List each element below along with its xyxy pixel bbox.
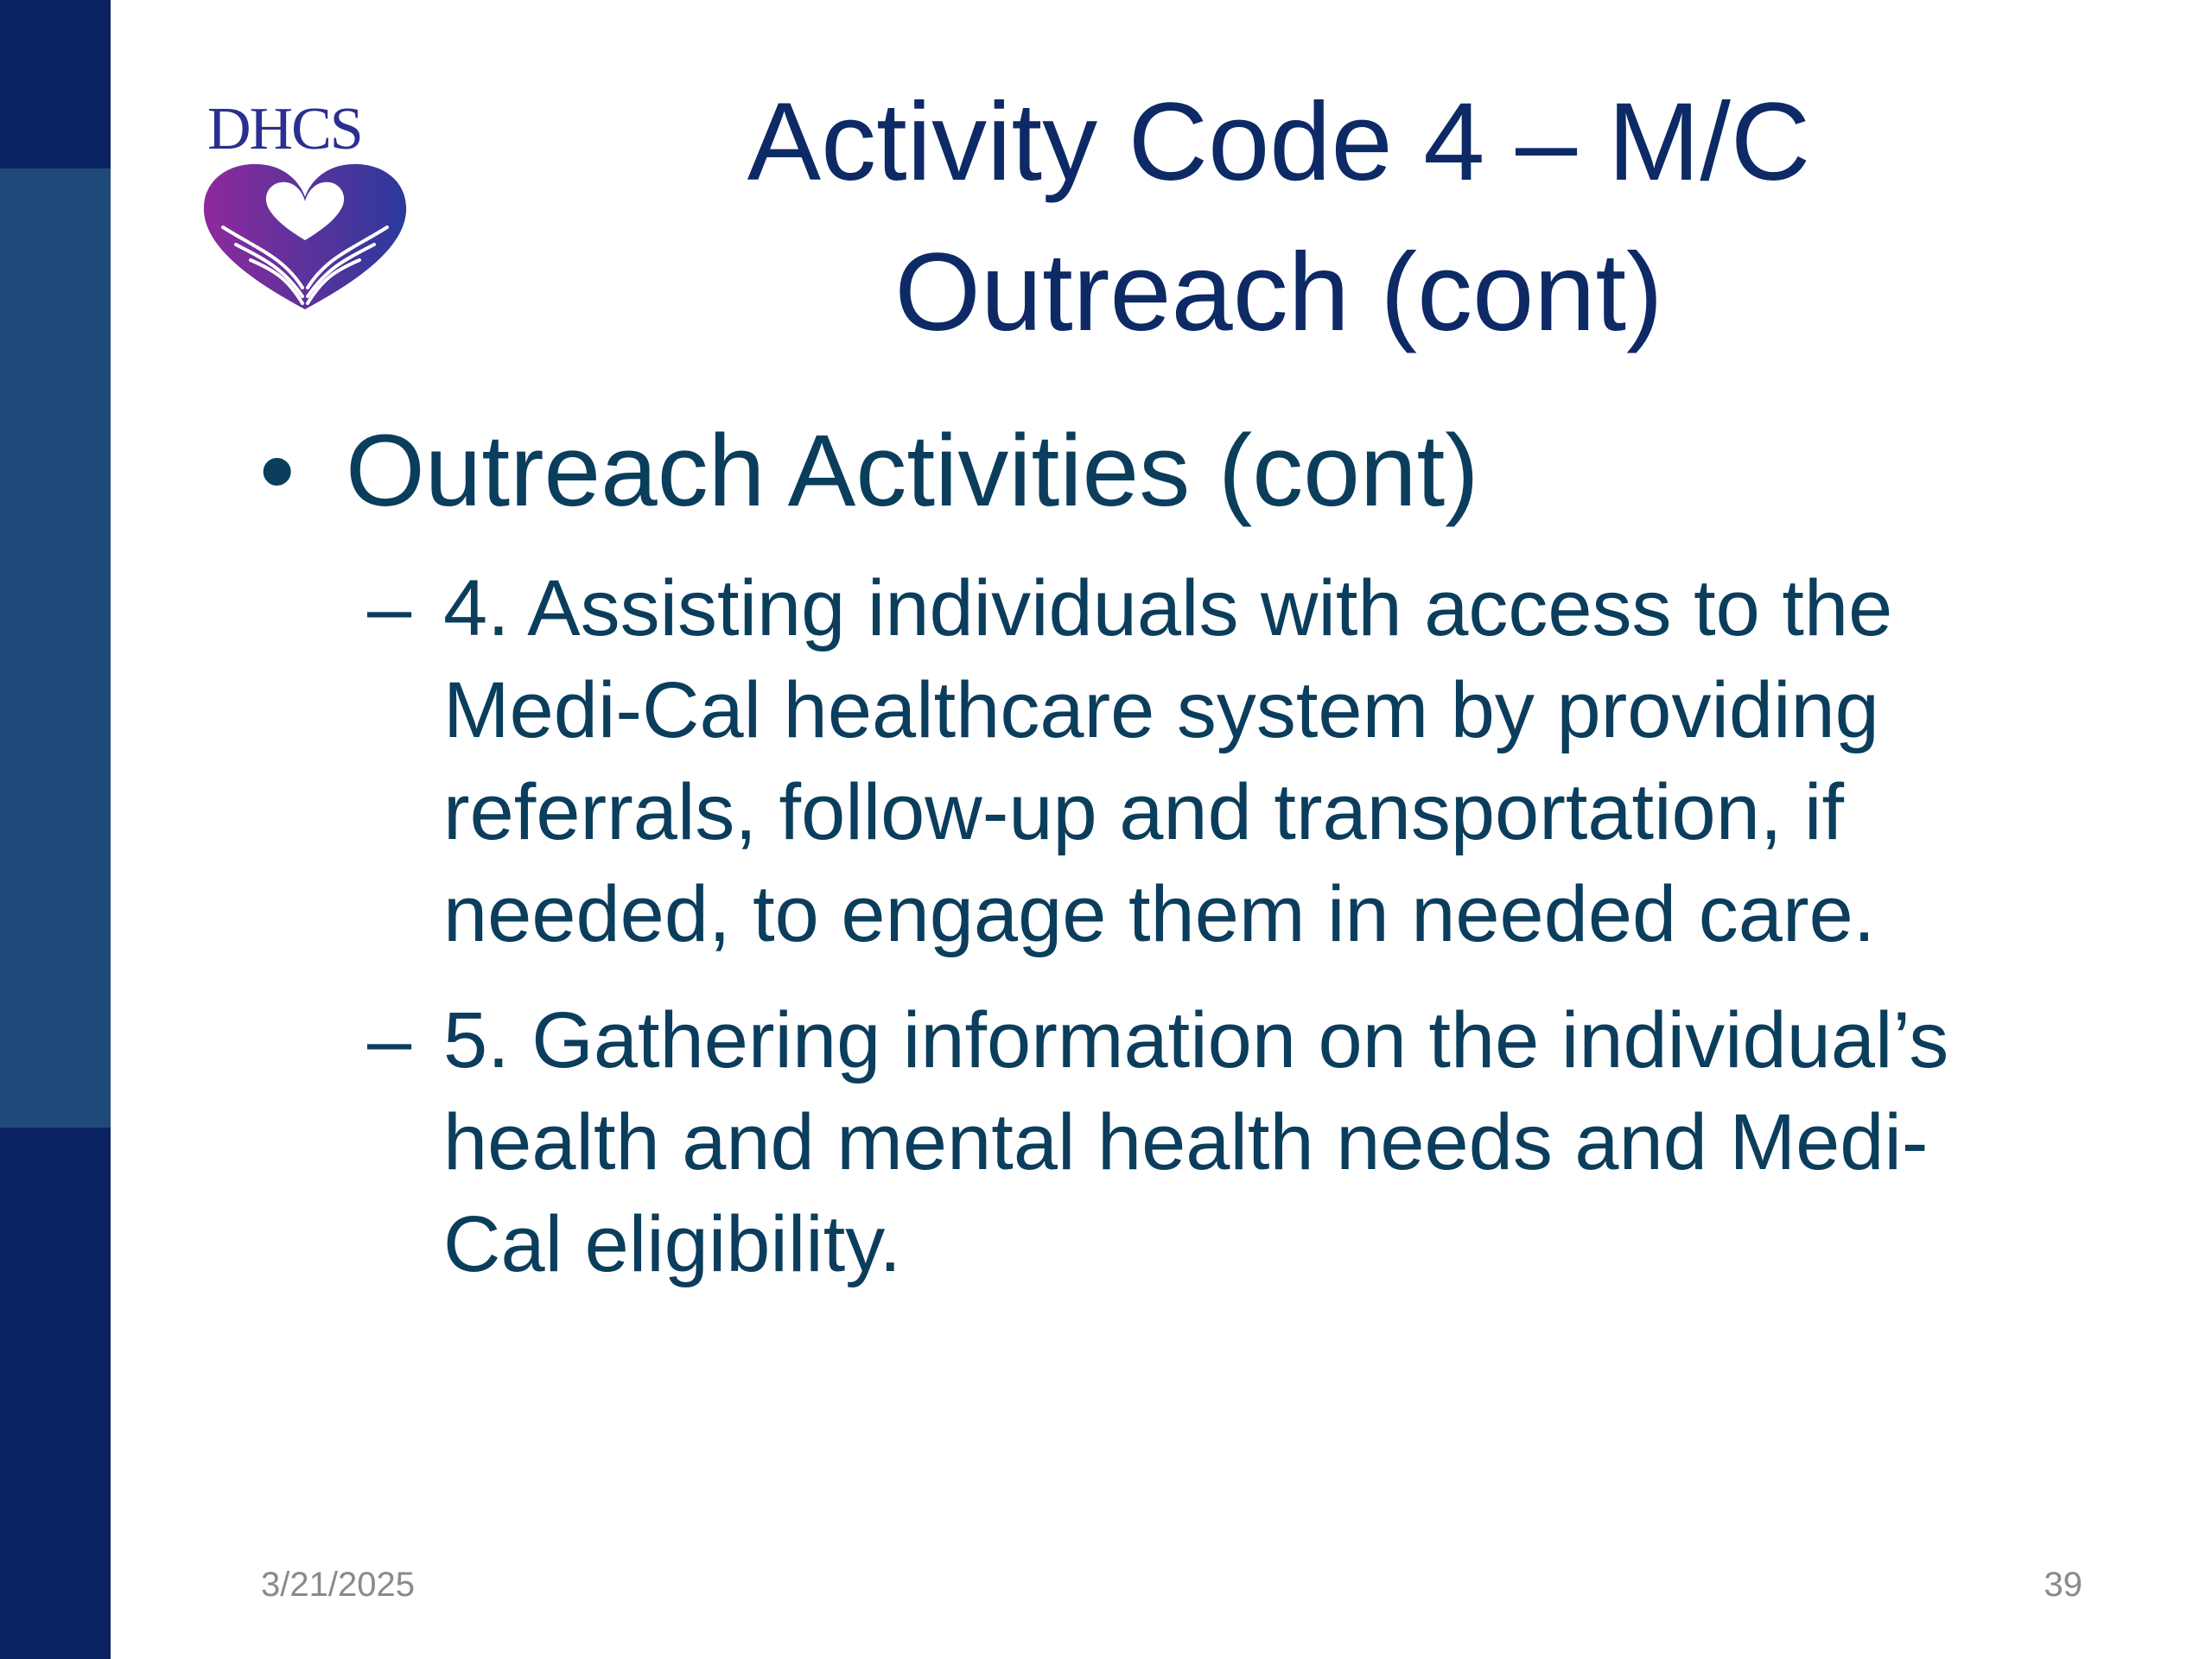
sub-item-dash: –	[367, 564, 412, 652]
bullet-mark: •	[259, 414, 296, 528]
sub-item-text	[443, 557, 2171, 965]
title-line-2: Outreach (cont)	[894, 231, 1663, 354]
sub-item-text	[443, 989, 2171, 1295]
left-band-top	[0, 0, 111, 168]
sub-item-line: 4. Assisting individuals with access to the	[443, 564, 1893, 652]
sub-item-line: Medi-Cal healthcare system by providing	[443, 666, 1879, 754]
sub-item-line: 5. Gathering information on the individual’s	[443, 996, 1949, 1084]
sub-item-line: referrals, follow-up and transportation, if	[443, 768, 1845, 856]
sub-item-line: health and mental health needs and Medi-	[443, 1098, 1929, 1186]
sub-item-dash: –	[367, 996, 412, 1084]
logo-text: DHCS	[207, 96, 362, 162]
heart-hands-icon	[197, 158, 413, 314]
title-line-1: Activity Code 4 – M/C	[747, 80, 1811, 204]
bullet-item	[259, 406, 1479, 536]
left-band-middle	[0, 168, 111, 1128]
page-number: 39	[2044, 1566, 2082, 1604]
dhcs-logo	[197, 96, 413, 307]
sub-item-line: needed, to engage them in needed care.	[443, 870, 1876, 958]
left-band-bottom	[0, 1128, 111, 1659]
slide-title	[605, 67, 1953, 368]
sub-item-line: Cal eligibility.	[443, 1200, 902, 1288]
footer-date: 3/21/2025	[261, 1566, 415, 1604]
bullet-text: Outreach Activities (cont)	[346, 414, 1479, 528]
